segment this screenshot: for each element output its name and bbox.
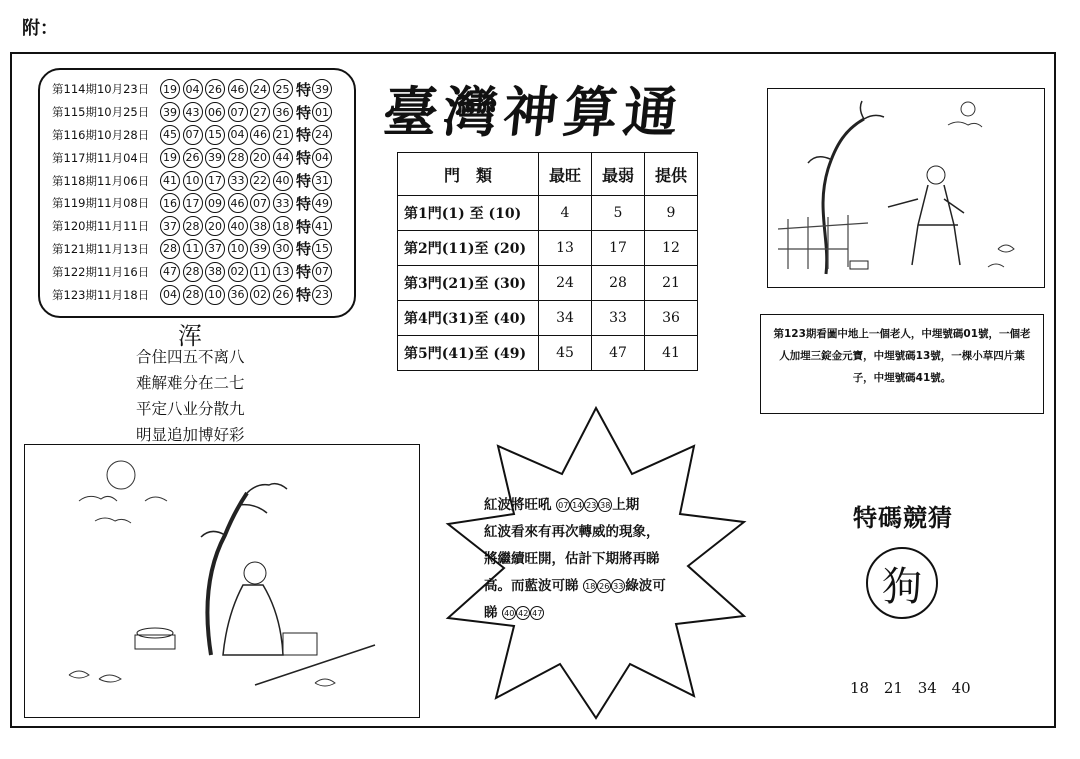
number-ball: 19: [160, 79, 180, 99]
history-label: 第117期11月04日: [52, 150, 150, 165]
number-ball: 47: [160, 262, 180, 282]
hint-character: 浑: [178, 322, 202, 350]
special-ball: 23: [312, 285, 332, 305]
page-label: 附：: [22, 18, 58, 39]
special-ball: 49: [312, 193, 332, 213]
header-offered: 提供: [645, 153, 698, 196]
number-ball: 46: [228, 193, 248, 213]
number-ball: 46: [250, 125, 270, 145]
draw-history: [38, 68, 356, 318]
special-label: 特: [296, 149, 312, 168]
history-row: [52, 78, 348, 101]
hottest-value: 4: [539, 196, 592, 231]
old-man-drawing: [768, 89, 1044, 287]
number-ball: 28: [228, 148, 248, 168]
special-ball: 31: [312, 171, 332, 191]
special-label: 特: [296, 240, 312, 259]
special-label: 特: [296, 80, 312, 99]
guess-title: 特碼競猜: [853, 503, 953, 532]
history-row: [52, 238, 348, 261]
number-ball: 07: [250, 193, 270, 213]
special-ball: 41: [312, 216, 332, 236]
star-line-1: 紅波將旺吼 07 14 23 38 上期: [484, 497, 640, 513]
poem-line: 明显追加博好彩: [136, 426, 245, 444]
history-label: 第122期11月16日: [52, 264, 150, 279]
number-ball: 22: [250, 171, 270, 191]
number-ball: 10: [205, 285, 225, 305]
door-row: [398, 196, 698, 231]
star-ball: 47: [530, 606, 544, 620]
special-label: 特: [296, 263, 312, 282]
special-label: 特: [296, 126, 312, 145]
number-ball: 06: [205, 102, 225, 122]
number-ball: 41: [160, 171, 180, 191]
star-ball: 33: [611, 579, 625, 593]
number-ball: 39: [205, 148, 225, 168]
illustration-seated-man: [24, 444, 420, 718]
guess-numbers: 18 21 34 40: [850, 679, 971, 697]
number-ball: 07: [183, 125, 203, 145]
number-ball: 46: [228, 79, 248, 99]
history-row: [52, 146, 348, 169]
history-label: 第121期11月13日: [52, 241, 150, 256]
weakest-value: 5: [592, 196, 645, 231]
history-label: 第114期10月23日: [52, 82, 150, 97]
star-line-4: 高。而藍波可睇 18 26 33 綠波可: [484, 578, 666, 594]
number-ball: 04: [160, 285, 180, 305]
picture-description: 第123期看圖中地上一個老人，中埋號碼01號，一個老人加埋三錠金元寶，中埋號碼13號，一棵小草四片葉子，中埋號碼41號。: [760, 314, 1044, 414]
history-row: [52, 101, 348, 124]
star-line-3: 將繼續旺開，估計下期將再睇: [484, 551, 660, 567]
header-weakest: 最弱: [592, 153, 645, 196]
star-balls-red: [556, 497, 612, 513]
number-ball: 19: [160, 148, 180, 168]
star-ball: 14: [570, 498, 584, 512]
star-balls-blue: [583, 578, 625, 594]
number-ball: 26: [183, 148, 203, 168]
offered-value: 12: [645, 231, 698, 266]
number-ball: 39: [250, 239, 270, 259]
special-ball: 15: [312, 239, 332, 259]
star-ball: 18: [583, 579, 597, 593]
number-ball: 36: [273, 102, 293, 122]
number-ball: 07: [228, 102, 248, 122]
page-title: 臺灣神算通: [380, 80, 687, 144]
number-ball: 33: [228, 171, 248, 191]
star-balls-green: [502, 605, 544, 621]
number-ball: 39: [160, 102, 180, 122]
offered-value: 36: [645, 301, 698, 336]
special-ball: 24: [312, 125, 332, 145]
special-ball: 04: [312, 148, 332, 168]
number-ball: 15: [205, 125, 225, 145]
number-ball: 04: [183, 79, 203, 99]
number-ball: 37: [160, 216, 180, 236]
number-ball: 40: [228, 216, 248, 236]
number-ball: 18: [273, 216, 293, 236]
star-text: [484, 492, 702, 627]
star-ball: 38: [598, 498, 612, 512]
number-ball: 26: [205, 79, 225, 99]
number-ball: 10: [228, 239, 248, 259]
history-row: [52, 283, 348, 306]
weakest-value: 33: [592, 301, 645, 336]
number-ball: 36: [228, 285, 248, 305]
number-ball: 27: [250, 102, 270, 122]
history-row: [52, 260, 348, 283]
special-ball: 01: [312, 102, 332, 122]
history-row: [52, 215, 348, 238]
number-ball: 16: [160, 193, 180, 213]
special-ball: 39: [312, 79, 332, 99]
history-label: 第120期11月11日: [52, 219, 150, 234]
number-ball: 20: [250, 148, 270, 168]
poem-line: 难解难分在二七: [136, 374, 245, 392]
number-ball: 38: [250, 216, 270, 236]
special-label: 特: [296, 217, 312, 236]
weakest-value: 47: [592, 336, 645, 371]
number-ball: 17: [183, 193, 203, 213]
illustration-old-man: [767, 88, 1045, 288]
special-label: 特: [296, 194, 312, 213]
number-ball: 04: [228, 125, 248, 145]
star-ball: 42: [516, 606, 530, 620]
offered-value: 21: [645, 266, 698, 301]
history-label: 第116期10月28日: [52, 127, 150, 142]
door-table: [397, 152, 698, 371]
number-ball: 43: [183, 102, 203, 122]
history-label: 第123期11月18日: [52, 287, 150, 302]
number-ball: 40: [273, 171, 293, 191]
door-row: [398, 266, 698, 301]
number-ball: 28: [183, 262, 203, 282]
poem-line: 平定八业分散九: [136, 400, 245, 418]
history-label: 第118期11月06日: [52, 173, 150, 188]
door-label: 第2門(11)至 (20): [398, 231, 539, 266]
hottest-value: 45: [539, 336, 592, 371]
hottest-value: 13: [539, 231, 592, 266]
seated-man-drawing: [25, 445, 419, 717]
number-ball: 33: [273, 193, 293, 213]
number-ball: 44: [273, 148, 293, 168]
special-label: 特: [296, 286, 312, 305]
number-ball: 17: [205, 171, 225, 191]
hint-poem: [136, 344, 245, 448]
number-ball: 45: [160, 125, 180, 145]
door-row: [398, 301, 698, 336]
number-ball: 13: [273, 262, 293, 282]
number-ball: 30: [273, 239, 293, 259]
door-label: 第3門(21)至 (30): [398, 266, 539, 301]
door-label: 第1門(1) 至 (10): [398, 196, 539, 231]
number-ball: 26: [273, 285, 293, 305]
special-label: 特: [296, 103, 312, 122]
number-ball: 02: [228, 262, 248, 282]
star-ball: 23: [584, 498, 598, 512]
star-line-2: 紅波看來有再次轉威的現象，: [484, 524, 660, 540]
star-line-5: 睇 40 42 47: [484, 605, 543, 621]
door-row: [398, 231, 698, 266]
history-row: [52, 169, 348, 192]
door-label: 第4門(31)至 (40): [398, 301, 539, 336]
number-ball: 24: [250, 79, 270, 99]
number-ball: 11: [250, 262, 270, 282]
number-ball: 25: [273, 79, 293, 99]
number-ball: 21: [273, 125, 293, 145]
number-ball: 20: [205, 216, 225, 236]
offered-value: 41: [645, 336, 698, 371]
guess-animal: 狗: [866, 547, 938, 619]
star-ball: 40: [502, 606, 516, 620]
door-label: 第5門(41)至 (49): [398, 336, 539, 371]
number-ball: 37: [205, 239, 225, 259]
weakest-value: 17: [592, 231, 645, 266]
weakest-value: 28: [592, 266, 645, 301]
hottest-value: 34: [539, 301, 592, 336]
history-label: 第115期10月25日: [52, 105, 150, 120]
door-row: [398, 336, 698, 371]
number-ball: 38: [205, 262, 225, 282]
special-label: 特: [296, 172, 312, 191]
star-ball: 26: [597, 579, 611, 593]
hottest-value: 24: [539, 266, 592, 301]
number-ball: 02: [250, 285, 270, 305]
history-row: [52, 124, 348, 147]
offered-value: 9: [645, 196, 698, 231]
star-ball: 07: [556, 498, 570, 512]
number-ball: 28: [183, 285, 203, 305]
history-row: [52, 192, 348, 215]
number-ball: 09: [205, 193, 225, 213]
special-ball: 07: [312, 262, 332, 282]
number-ball: 11: [183, 239, 203, 259]
header-hottest: 最旺: [539, 153, 592, 196]
header-category: 門 類: [398, 153, 539, 196]
number-ball: 28: [160, 239, 180, 259]
number-ball: 10: [183, 171, 203, 191]
number-ball: 28: [183, 216, 203, 236]
history-label: 第119期11月08日: [52, 196, 150, 211]
poem-line: 合住四五不离八: [136, 348, 245, 366]
